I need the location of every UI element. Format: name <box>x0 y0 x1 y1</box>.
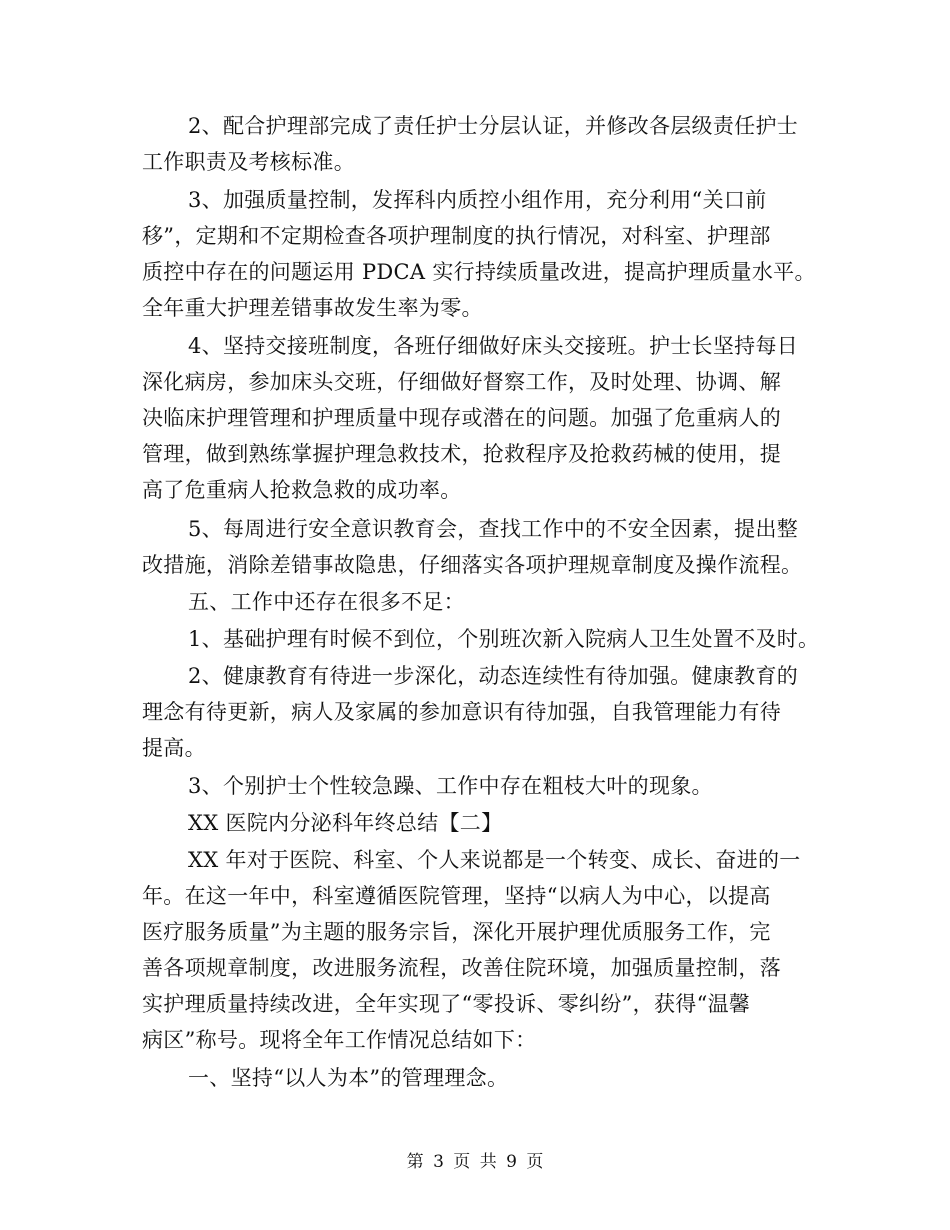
paragraph-line: 提高。 <box>142 736 206 760</box>
paragraph-line: 2、配合护理部完成了责任护士分层认证，并修改各层级责任护士 <box>188 114 799 138</box>
paragraph-line: 移”，定期和不定期检查各项护理制度的执行情况，对科室、护理部 <box>142 224 771 248</box>
paragraph-line: 3、个别护士个性较急躁、工作中存在粗枝大叶的现象。 <box>188 774 713 798</box>
paragraph-line: 3、加强质量控制，发挥科内质控小组作用，充分利用“关口前 <box>188 188 767 212</box>
paragraph-line: 实护理质量持续改进，全年实现了“零投诉、零纠纷”，获得“温馨 <box>142 992 751 1016</box>
paragraph-line: 管理，做到熟练掌握护理急救技术，抢救程序及抢救药械的使用，提 <box>142 442 781 466</box>
paragraph-line: 工作职责及考核标准。 <box>142 150 355 174</box>
paragraph-line: 全年重大护理差错事故发生率为零。 <box>142 296 483 320</box>
section-heading: 五、工作中还存在很多不足： <box>188 590 465 614</box>
paragraph-line: 决临床护理管理和护理质量中现存或潜在的问题。加强了危重病人的 <box>142 406 781 430</box>
paragraph-line: 高了危重病人抢救急救的成功率。 <box>142 478 462 502</box>
paragraph-line: 善各项规章制度，改进服务流程，改善住院环境，加强质量控制，落 <box>142 956 781 980</box>
paragraph-line: 5、每周进行安全意识教育会，查找工作中的不安全因素，提出整 <box>188 517 799 541</box>
paragraph-line: 深化病房，参加床头交班，仔细做好督察工作，及时处理、协调、解 <box>142 370 781 394</box>
paragraph-line: 医疗服务质量”为主题的服务宗旨，深化开展护理优质服务工作，完 <box>142 920 771 944</box>
paragraph-line: 改措施，消除差错事故隐患，仔细落实各项护理规章制度及操作流程。 <box>142 553 803 577</box>
paragraph-line: 理念有待更新，病人及家属的参加意识有待加强，自我管理能力有待 <box>142 700 781 724</box>
section-heading: 一、坚持“以人为本”的管理理念。 <box>188 1066 509 1090</box>
paragraph-line: 2、健康教育有待进一步深化，动态连续性有待加强。健康教育的 <box>188 664 799 688</box>
paragraph-line: 病区”称号。现将全年工作情况总结如下： <box>142 1028 537 1052</box>
paragraph-line: 4、坚持交接班制度，各班仔细做好床头交接班。护士长坚持每日 <box>188 334 799 358</box>
paragraph-line: XX 年对于医院、科室、个人来说都是一个转变、成长、奋进的一 <box>188 848 801 872</box>
paragraph-line: 年。在这一年中，科室遵循医院管理，坚持“以病人为中心，以提高 <box>142 884 771 908</box>
document-subtitle: XX 医院内分泌科年终总结【二】 <box>188 811 503 835</box>
paragraph-line: 质控中存在的问题运用 PDCA 实行持续质量改进，提高护理质量水平。 <box>142 260 816 284</box>
paragraph-line: 1、基础护理有时候不到位，个别班次新入院病人卫生处置不及时。 <box>188 627 820 651</box>
page-number-footer: 第 3 页 共 9 页 <box>406 1152 544 1172</box>
